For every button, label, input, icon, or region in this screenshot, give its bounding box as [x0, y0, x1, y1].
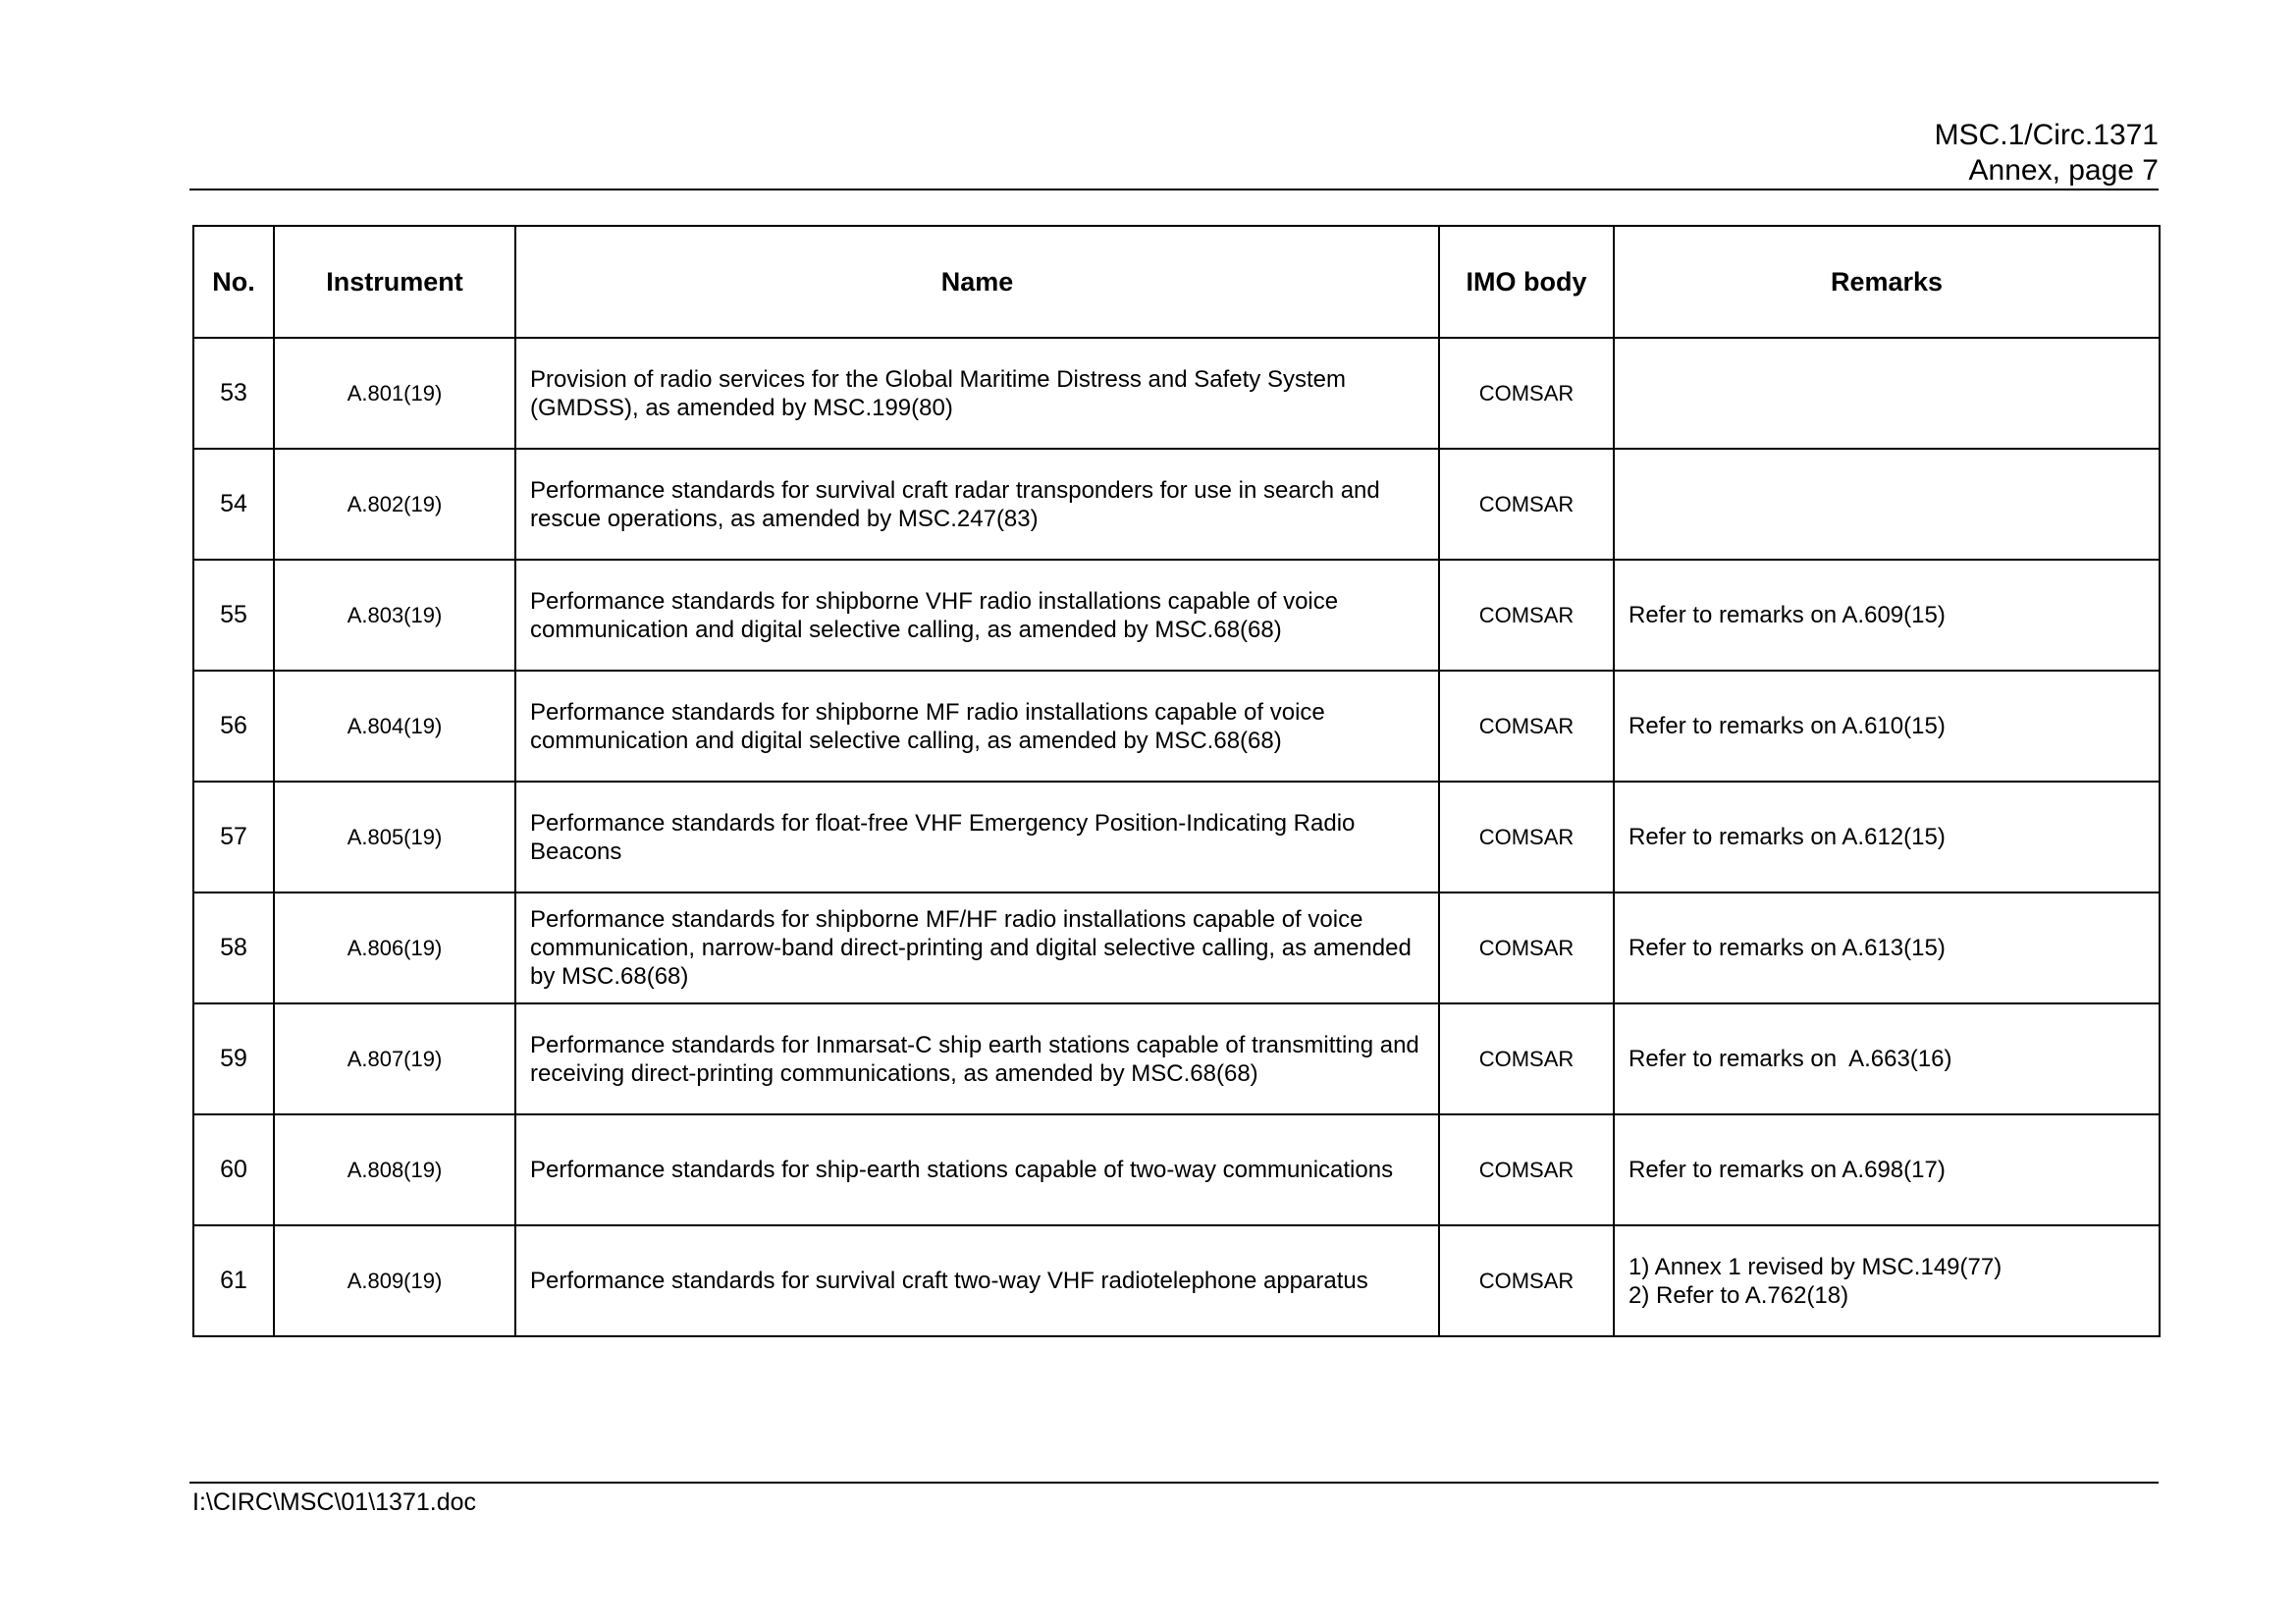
cell-remarks: Refer to remarks on A.663(16)	[1614, 1003, 2160, 1114]
cell-imo-body: COMSAR	[1439, 338, 1614, 449]
table-row	[193, 782, 2160, 893]
table-row	[193, 449, 2160, 560]
cell-name: Performance standards for ship-earth stations capable of two-way communications	[515, 1114, 1439, 1225]
cell-name: Performance standards for float-free VHF Emergency Position-Indicating Radio Beacons	[515, 782, 1439, 893]
table-row	[193, 671, 2160, 782]
cell-instrument: A.807(19)	[274, 1003, 515, 1114]
cell-remarks	[1614, 1225, 2160, 1336]
table-row	[193, 1114, 2160, 1225]
header-divider	[189, 189, 2159, 190]
column-header-remarks: Remarks	[1614, 226, 2160, 338]
cell-instrument: A.802(19)	[274, 449, 515, 560]
cell-imo-body: COMSAR	[1439, 560, 1614, 671]
cell-imo-body: COMSAR	[1439, 1114, 1614, 1225]
footer-divider	[189, 1482, 2159, 1484]
cell-name: Performance standards for shipborne VHF radio installations capable of voice communication and digital selective calling, as amended by MSC.68(68)	[515, 560, 1439, 671]
column-header-instrument: Instrument	[274, 226, 515, 338]
cell-name: Performance standards for survival craft radar transponders for use in search and rescue operations, as amended by MSC.247(83)	[515, 449, 1439, 560]
cell-name: Performance standards for shipborne MF/HF radio installations capable of voice communication, narrow-band direct-printing and digital selective calling, as amended by MSC.68(68)	[515, 893, 1439, 1003]
cell-imo-body: COMSAR	[1439, 1003, 1614, 1114]
table-header-row	[193, 226, 2160, 338]
table-row	[193, 338, 2160, 449]
cell-no: 60	[193, 1114, 274, 1225]
cell-no: 58	[193, 893, 274, 1003]
cell-no: 57	[193, 782, 274, 893]
cell-no: 53	[193, 338, 274, 449]
table-row	[193, 1225, 2160, 1336]
cell-no: 56	[193, 671, 274, 782]
cell-remarks: Refer to remarks on A.698(17)	[1614, 1114, 2160, 1225]
table-row	[193, 560, 2160, 671]
cell-name: Performance standards for survival craft two-way VHF radiotelephone apparatus	[515, 1225, 1439, 1336]
cell-remarks: Refer to remarks on A.610(15)	[1614, 671, 2160, 782]
cell-instrument: A.808(19)	[274, 1114, 515, 1225]
page-header	[1935, 118, 2159, 189]
cell-remarks	[1614, 338, 2160, 449]
cell-name: Performance standards for shipborne MF radio installations capable of voice communication and digital selective calling, as amended by MSC.68(68)	[515, 671, 1439, 782]
cell-imo-body: COMSAR	[1439, 782, 1614, 893]
cell-remarks	[1614, 449, 2160, 560]
cell-imo-body: COMSAR	[1439, 1225, 1614, 1336]
cell-no: 54	[193, 449, 274, 560]
cell-remarks: Refer to remarks on A.613(15)	[1614, 893, 2160, 1003]
cell-no: 59	[193, 1003, 274, 1114]
page-reference: Annex, page 7	[1968, 154, 2159, 187]
column-header-name: Name	[515, 226, 1439, 338]
remark-line: 1) Annex 1 revised by MSC.149(77)	[1629, 1253, 2002, 1280]
cell-instrument: A.806(19)	[274, 893, 515, 1003]
cell-name: Performance standards for Inmarsat-C ship earth stations capable of transmitting and receiving direct-printing communications, as amended by MSC.68(68)	[515, 1003, 1439, 1114]
cell-imo-body: COMSAR	[1439, 893, 1614, 1003]
cell-instrument: A.803(19)	[274, 560, 515, 671]
cell-imo-body: COMSAR	[1439, 671, 1614, 782]
cell-instrument: A.804(19)	[274, 671, 515, 782]
remark-line: 2) Refer to A.762(18)	[1629, 1281, 1849, 1309]
document-reference: MSC.1/Circ.1371	[1934, 119, 2159, 151]
cell-instrument: A.801(19)	[274, 338, 515, 449]
cell-imo-body: COMSAR	[1439, 449, 1614, 560]
cell-instrument: A.809(19)	[274, 1225, 515, 1336]
column-header-no: No.	[193, 226, 274, 338]
instruments-table	[192, 225, 2161, 1337]
cell-no: 55	[193, 560, 274, 671]
footer-file-path: I:\CIRC\MSC\01\1371.doc	[192, 1488, 477, 1516]
cell-remarks: Refer to remarks on A.609(15)	[1614, 560, 2160, 671]
column-header-imo-body: IMO body	[1439, 226, 1614, 338]
table-row	[193, 893, 2160, 1003]
cell-remarks: Refer to remarks on A.612(15)	[1614, 782, 2160, 893]
cell-name: Provision of radio services for the Global Maritime Distress and Safety System (GMDSS), as amended by MSC.199(80)	[515, 338, 1439, 449]
cell-instrument: A.805(19)	[274, 782, 515, 893]
cell-no: 61	[193, 1225, 274, 1336]
table-row	[193, 1003, 2160, 1114]
